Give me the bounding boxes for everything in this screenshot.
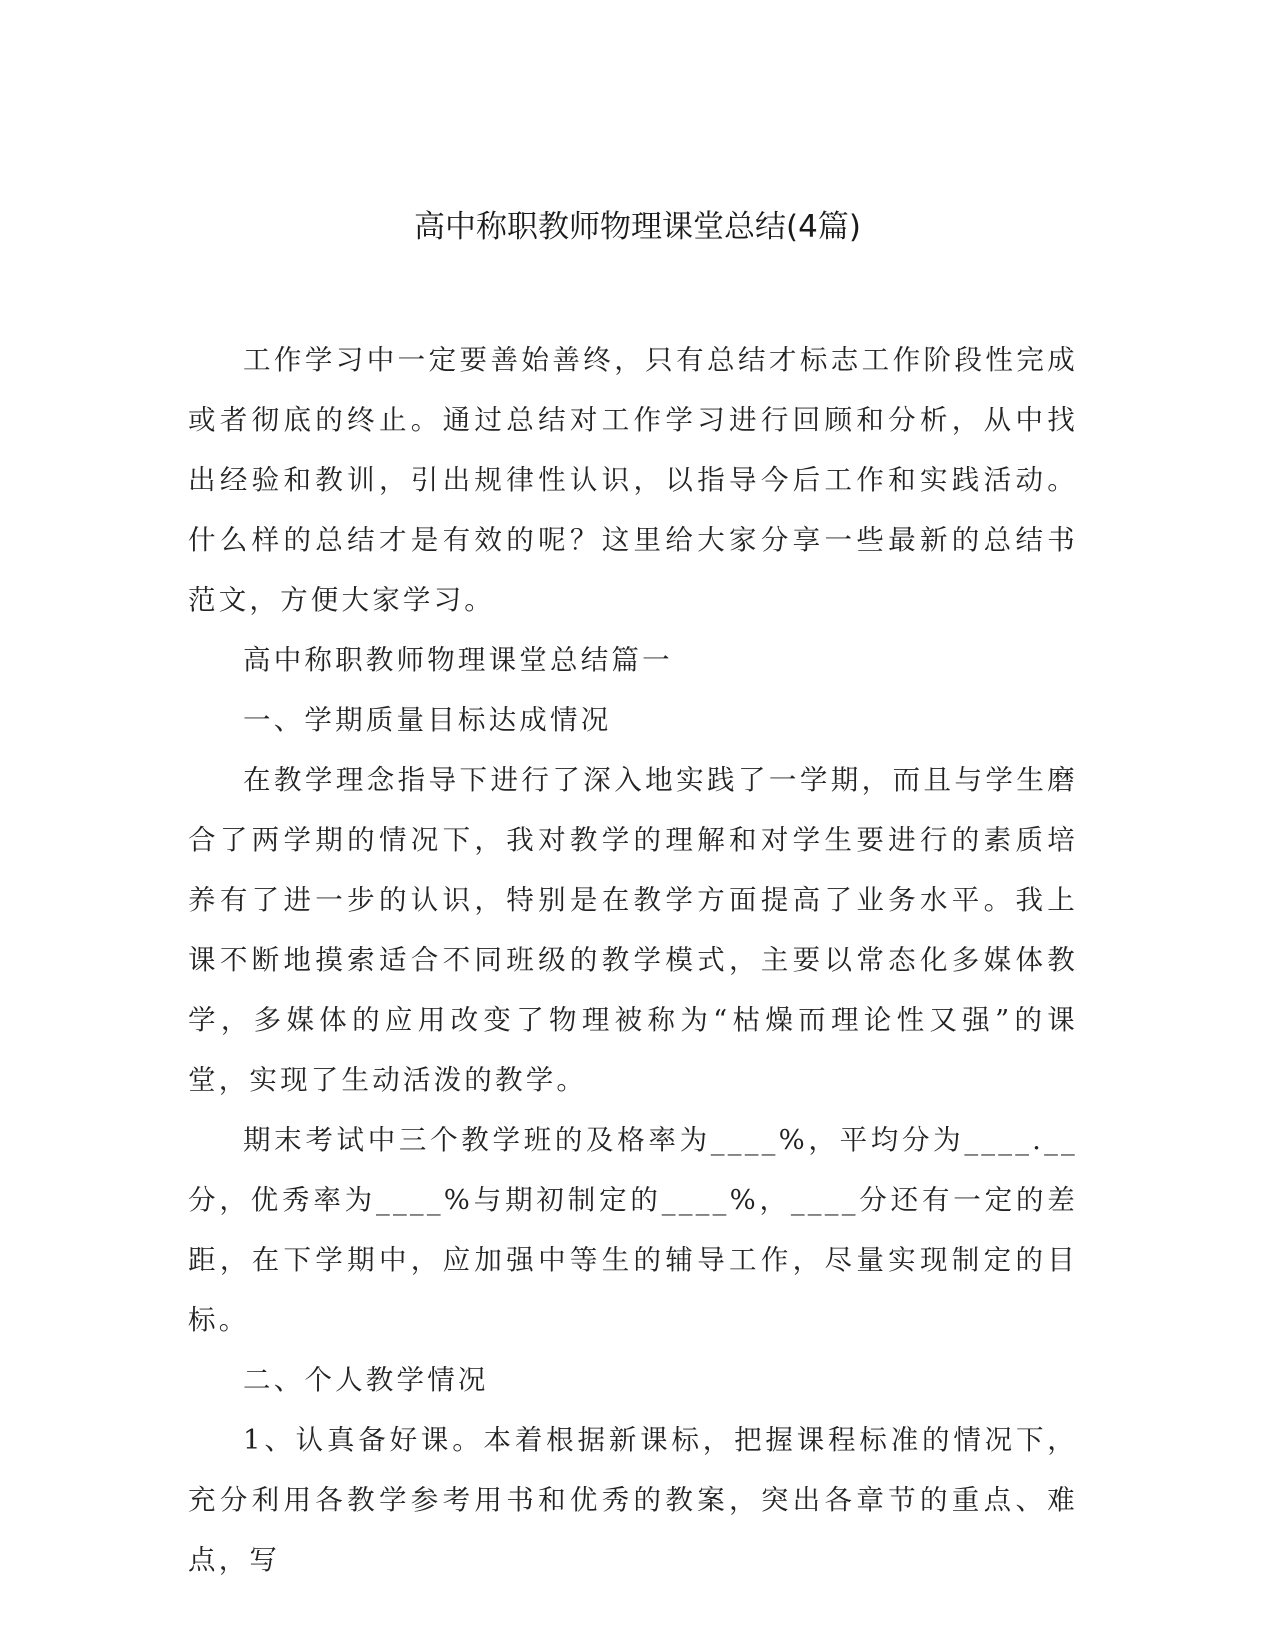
teaching-practice-paragraph: 在教学理念指导下进行了深入地实践了一学期，而且与学生磨合了两学期的情况下，我对教学的理解和对学生要进行的素质培养有了进一步的认识，特别是在教学方面提高了业务水平。我上课不断地摸索适合不同班级的教学模式，主要以常态化多媒体教学，多媒体的应用改变了物理被称为“枯燥而理论性又强”的课堂，实现了生动活泼的教学。 [188,764,1078,1096]
section-heading-part-one: 高中称职教师物理课堂总结篇一 [243,644,673,676]
document-body [188,330,1078,1590]
subheading-personal-teaching: 二、个人教学情况 [243,1364,489,1396]
intro-paragraph: 工作学习中一定要善始善终，只有总结才标志工作阶段性完成或者彻底的终止。通过总结对工作学习进行回顾和分析，从中找出经验和教训，引出规律性认识，以指导今后工作和实践活动。什么样的总结才是有效的呢？这里给大家分享一些最新的总结书范文，方便大家学习。 [188,344,1078,616]
lesson-preparation-paragraph: 1、认真备好课。本着根据新课标，把握课程标准的情况下，充分利用各教学参考用书和优秀的教案，突出各章节的重点、难点，写 [188,1424,1078,1576]
subheading-semester-goals: 一、学期质量目标达成情况 [243,704,612,736]
exam-results-paragraph: 期末考试中三个教学班的及格率为____%，平均分为____.__分，优秀率为____%与期初制定的____%，____分还有一定的差距，在下学期中，应加强中等生的辅导工作，尽量实现制定的目标。 [188,1124,1078,1336]
document-title: 高中称职教师物理课堂总结(4篇) [414,209,861,245]
